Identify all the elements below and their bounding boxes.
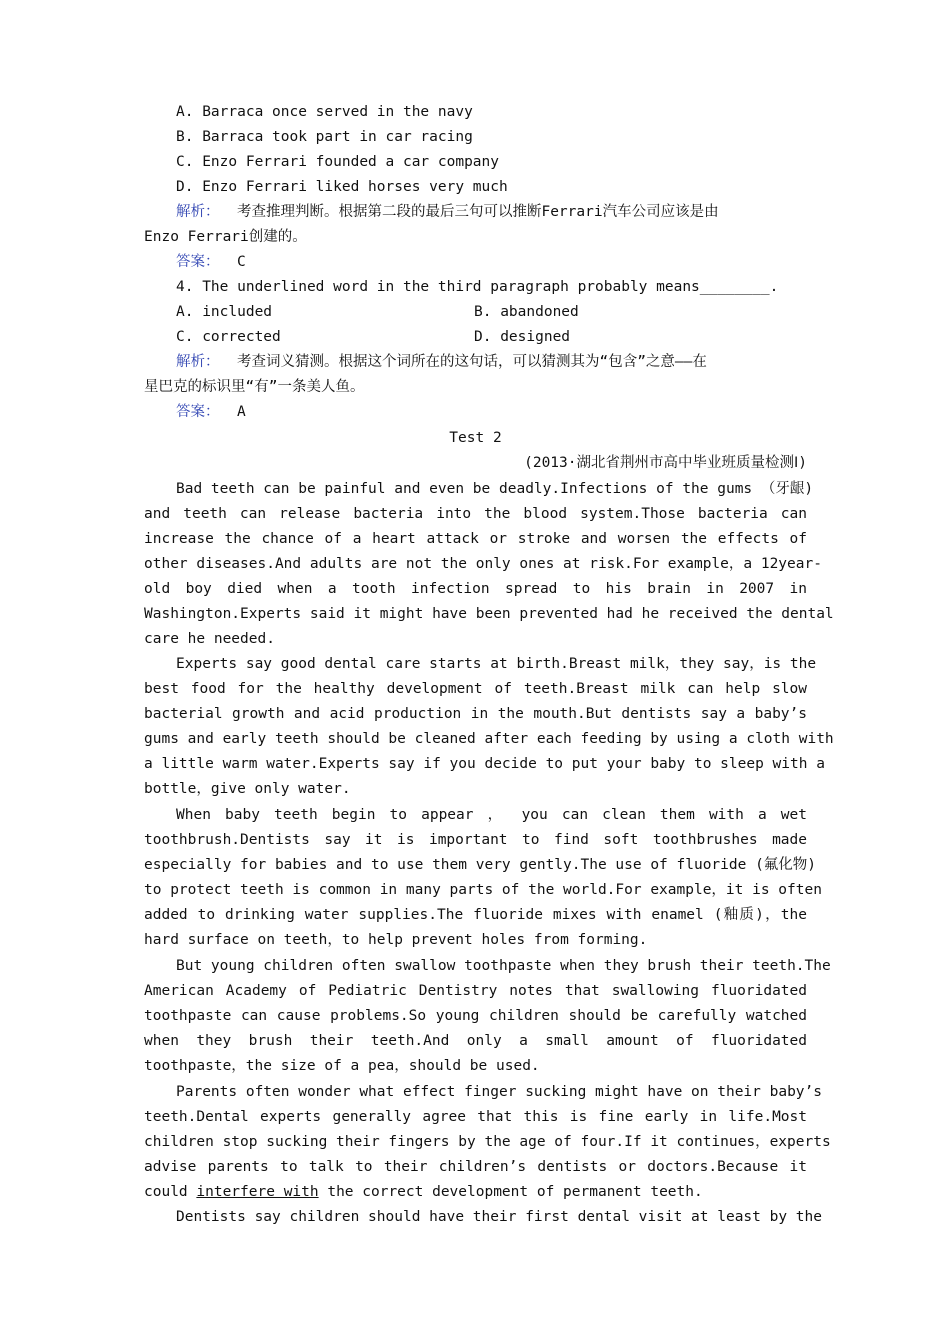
test-title: Test 2 [449, 430, 502, 446]
analysis-4-line-1 [176, 350, 807, 375]
passage-line: children stop sucking their fingers by the age of four.If it continues，experts [144, 1134, 831, 1150]
answer-3 [176, 250, 807, 275]
analysis-4-line-2: 星巴克的标识里“有”一条美人鱼。 [144, 379, 365, 395]
passage-line: bottle，give only water. [144, 781, 351, 797]
passage-line: Experts say good dental care starts at birth.Breast milk，they say，is the [176, 656, 817, 672]
passage-line: added to drinking water supplies.The fluoride mixes with enamel (釉质)，the [144, 907, 807, 923]
passage-line: when they brush their teeth.And only a small amount of fluoridated [144, 1033, 807, 1049]
underlined-word: interfere with [196, 1184, 319, 1200]
passage-line: gums and early teeth should be cleaned after each feeding by using a cloth with [144, 731, 834, 747]
text-span: the correct development of permanent teeth. [318, 1184, 703, 1200]
passage-line [144, 1180, 807, 1205]
analysis-3-line-1 [176, 200, 807, 225]
analysis-label: 解析： [176, 204, 220, 220]
passage-line: Bad teeth can be painful and even be deadly.Infections of the gums （牙龈) [176, 481, 814, 497]
analysis-text: 考查推理判断。根据第二段的最后三句可以推断Ferrari汽车公司应该是由 [236, 204, 719, 220]
answer-value: C [236, 254, 246, 270]
answer-label: 答案： [176, 254, 220, 270]
analysis-text: 考查词义猜测。根据这个词所在的这句话，可以猜测其为“包含”之意——在 [236, 354, 707, 370]
passage-line: care he needed. [144, 631, 275, 647]
q4-row-2 [176, 325, 807, 350]
passage-line: best food for the healthy development of teeth.Breast milk can help slow [144, 681, 807, 697]
passage-line: a little warm water.Experts say if you decide to put your baby to sleep with a [144, 756, 825, 772]
analysis-3-line-2: Enzo Ferrari创建的。 [144, 229, 307, 245]
passage-line: old boy died when a tooth infection spread to his brain in 2007 in [144, 581, 807, 597]
passage-line: bacterial growth and acid production in the mouth.But dentists say a baby’s [144, 706, 807, 722]
q4-option-b: B. abandoned [474, 304, 579, 320]
q3-option-a: A. Barraca once served in the navy [176, 104, 473, 120]
q4-row-1 [176, 300, 807, 325]
passage-line: and teeth can release bacteria into the blood system.Those bacteria can [144, 506, 807, 522]
q4-option-c: C. corrected [176, 329, 281, 345]
passage-line: toothbrush.Dentists say it is important to find soft toothbrushes made [144, 832, 807, 848]
answer-label: 答案： [176, 404, 220, 420]
text-span: could [144, 1184, 197, 1200]
answer-4 [176, 400, 807, 425]
q4-option-a: A. included [176, 304, 273, 320]
passage-line: hard surface on teeth，to help prevent holes from forming. [144, 932, 648, 948]
passage-line: advise parents to talk to their children’s dentists or doctors.Because it [144, 1159, 807, 1175]
passage-line: other diseases.And adults are not the only ones at risk.For example，a 12year- [144, 556, 822, 572]
q4-stem: 4. The underlined word in the third paragraph probably means________. [176, 279, 779, 295]
q4-option-d: D. designed [474, 329, 571, 345]
passage-line: Dentists say children should have their first dental visit at least by the [176, 1209, 823, 1225]
passage-line: increase the chance of a heart attack or stroke and worsen the effects of [144, 531, 807, 547]
passage-line: toothpaste，the size of a pea，should be used. [144, 1058, 540, 1074]
q3-option-b: B. Barraca took part in car racing [176, 129, 473, 145]
passage-line: But young children often swallow toothpaste when they brush their teeth.The [176, 958, 831, 974]
passage-line: Washington.Experts said it might have been prevented had he received the dental [144, 606, 834, 622]
passage-line: American Academy of Pediatric Dentistry notes that swallowing fluoridated [144, 983, 807, 999]
passage-line: Parents often wonder what effect finger sucking might have on their baby’s [176, 1084, 823, 1100]
passage-line: toothpaste can cause problems.So young children should be carefully watched [144, 1008, 807, 1024]
answer-value: A [236, 404, 246, 420]
test-source: (2013·湖北省荆州市高中毕业班质量检测Ⅰ) [524, 455, 807, 471]
analysis-label: 解析： [176, 354, 220, 370]
passage-line: teeth.Dental experts generally agree that this is fine early in life.Most [144, 1109, 807, 1125]
q3-option-d: D. Enzo Ferrari liked horses very much [176, 179, 508, 195]
passage-line: When baby teeth begin to appear ， you can clean them with a wet [176, 807, 807, 823]
passage-line: especially for babies and to use them very gently.The use of fluoride (氟化物) [144, 857, 817, 873]
passage-line: to protect teeth is common in many parts of the world.For example，it is often [144, 882, 822, 898]
q3-option-c: C. Enzo Ferrari founded a car company [176, 154, 500, 170]
